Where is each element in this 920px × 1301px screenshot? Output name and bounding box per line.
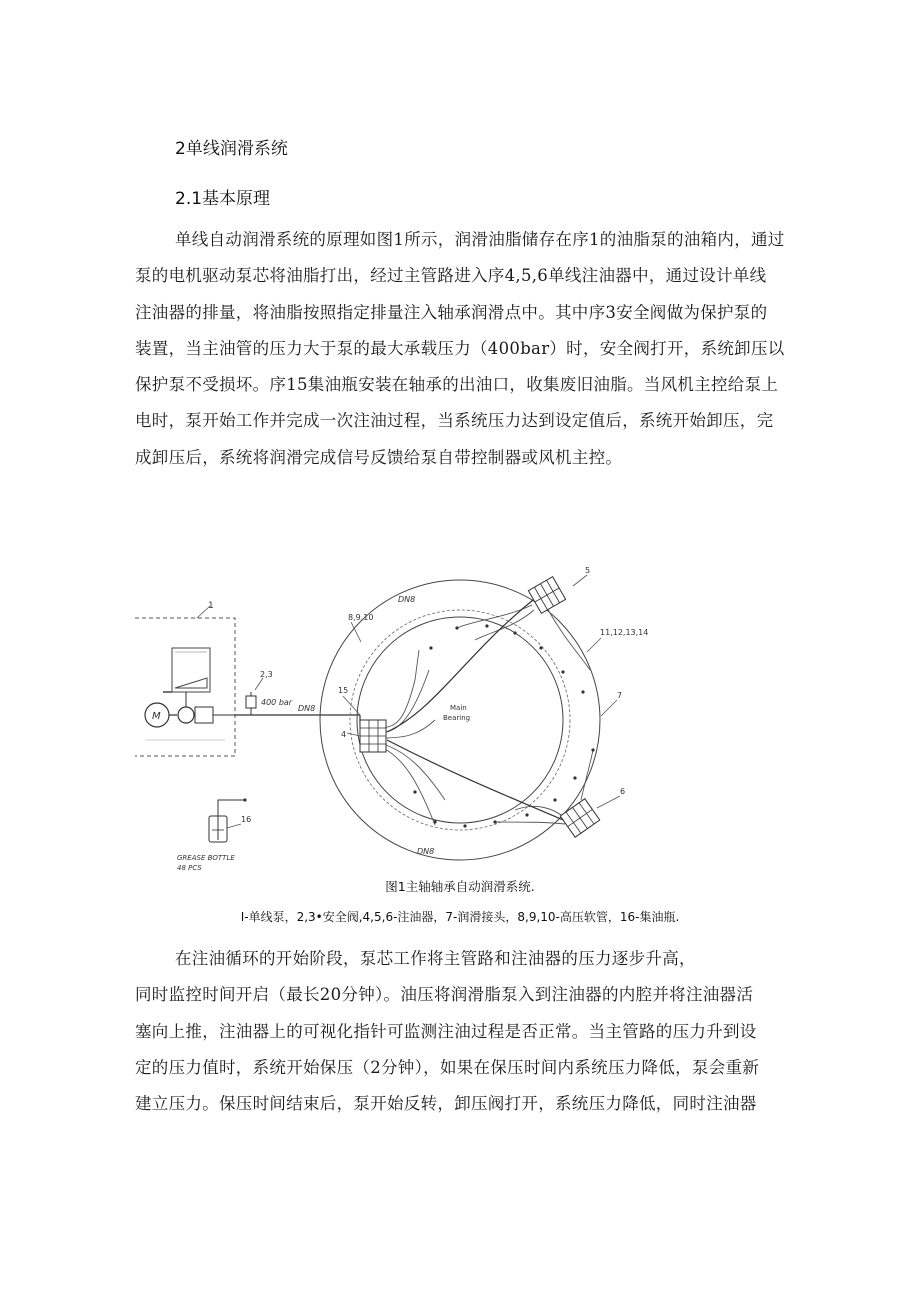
label-bearing: Main — [450, 704, 467, 712]
text-line: 成卸压后，系统将润滑完成信号反馈给泵自带控制器或风机主控。 — [135, 447, 623, 467]
label-16: 16 — [241, 815, 252, 824]
label-motor: M — [152, 711, 161, 722]
label-bearing-2: Bearing — [443, 714, 471, 722]
label-dn8-main: DN8 — [298, 704, 316, 713]
text-line: 电时，泵开始工作并完成一次注油过程，当系统压力达到设定值后，系统开始卸压，完 — [135, 411, 774, 431]
text-line: 泵的电机驱动泵芯将油脂打出，经过主管路进入序4,5,6单线注油器中，通过设计单线 — [135, 266, 767, 286]
label-pump: 1 — [208, 601, 214, 611]
label-bottle-count: 48 PCS — [177, 864, 202, 872]
label-injector-left: 4 — [341, 730, 347, 739]
subsection-heading: 2.1基本原理 — [175, 189, 271, 209]
pump-element-icon — [178, 707, 194, 723]
label-dn8-bottom: DN8 — [417, 847, 435, 856]
text-line: 装置，当主油管的压力大于泵的最大承载压力（400bar）时，安全阀打开，系统卸压以 — [135, 338, 785, 358]
pump-enclosure — [135, 618, 235, 756]
text-line: 注油器的排量，将油脂按照指定排量注入轴承润滑点中。其中序3安全阀做为保护泵的 — [135, 302, 768, 322]
label-fitting: 7 — [617, 691, 623, 700]
injector-top — [528, 577, 565, 614]
text-line: 保护泵不受损坏。序15集油瓶安装在轴承的出油口，收集废旧油脂。当风机主控给泵上 — [135, 375, 779, 395]
label-grease-bottle: GREASE BOTTLE — [177, 854, 235, 862]
text-line: 在注油循环的开始阶段，泵芯工作将主管路和注油器的压力逐步升高， — [175, 949, 696, 968]
section-heading: 2单线润滑系统 — [175, 139, 288, 159]
hose — [383, 650, 419, 728]
paragraph-cycle — [135, 941, 785, 1122]
text-line: 同时监控时间开启（最长20分钟）。油压将润滑脂泵入到注油器的内腔并将注油器活 — [135, 985, 754, 1005]
figure-caption: 图1主轴轴承自动润滑系统. — [385, 879, 535, 894]
text-line: 单线自动润滑系统的原理如图1所示，润滑油脂储存在序1的油脂泵的油箱内，通过 — [175, 230, 785, 249]
label-dn8-top: DN8 — [398, 595, 416, 604]
lubrication-system-diagram — [135, 560, 655, 872]
figure-legend: I-单线泵，2,3•安全阀,4,5,6-注油器，7-润滑接头，8,9,10-高压软管，16-集油瓶. — [240, 910, 680, 924]
label-pressure: 400 bar — [261, 698, 293, 707]
label-hose: 8,9,10 — [348, 613, 374, 622]
label-valve: 2,3 — [260, 670, 273, 679]
grease-reservoir — [172, 648, 210, 692]
label-15: 15 — [338, 686, 349, 695]
label-fittings: 11,12,13,14 — [600, 628, 649, 637]
injector-left — [360, 720, 386, 752]
feed-line-top — [387, 600, 533, 732]
safety-valve-icon — [246, 696, 256, 708]
feed-line-bottom — [387, 740, 563, 820]
lubrication-points — [413, 624, 594, 827]
label-injector-bottom: 6 — [620, 787, 626, 796]
text-line: 建立压力。保压时间结束后，泵开始反转，卸压阀打开，系统压力降低，同时注油器 — [135, 1094, 757, 1114]
injector-bottom — [560, 799, 599, 838]
label-injector-top: 5 — [585, 566, 591, 575]
text-line: 定的压力值时，系统开始保压（2分钟），如果在保压时间内系统压力降低，泵会重新 — [135, 1057, 760, 1077]
text-line: 塞向上推，注油器上的可视化指针可监测注油过程是否正常。当主管路的压力升到设 — [135, 1021, 757, 1041]
paragraph-principle — [135, 222, 785, 476]
